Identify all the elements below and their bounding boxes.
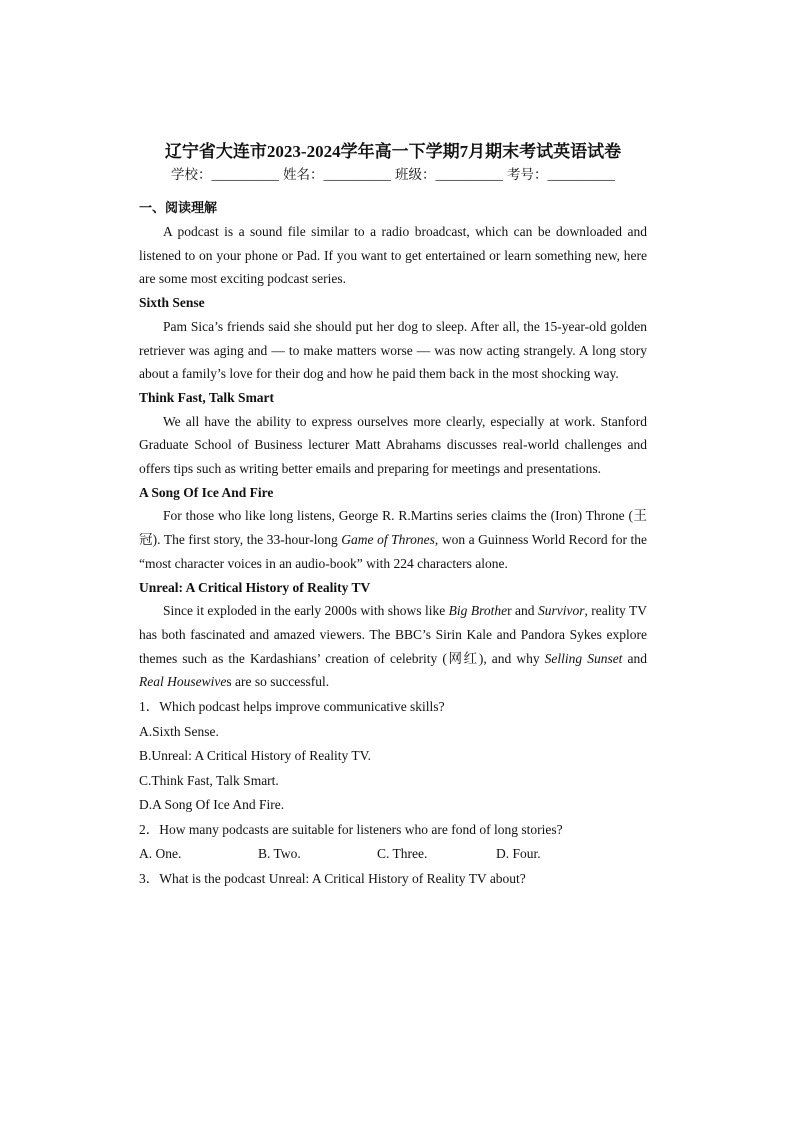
podcast-title-sixth-sense: Sixth Sense [139, 295, 205, 311]
exam-number-field: 考号：__________ [507, 167, 615, 182]
italic-title: Big Brothe [448, 603, 508, 619]
question-2-options [139, 842, 647, 867]
podcast-title-unreal: Unreal: A Critical History of Reality TV [139, 579, 371, 595]
text-span: , reality TV has both fascinated and amazed viewers. The BBC’s Sirin Kale and Pandora Sykes explore themes such as the Kardashians’ creation of celebrity (网红), and why [139, 603, 647, 666]
podcast-title-song-of-ice: A Song Of Ice And Fire [139, 484, 274, 500]
text-span: and [622, 650, 647, 666]
question-3-stem: 3．What is the podcast Unreal: A Critical History of Reality TV about? [139, 870, 526, 886]
podcast-title-think-fast: Think Fast, Talk Smart [139, 389, 275, 405]
text-span: r and [507, 603, 538, 619]
intro-paragraph: A podcast is a sound file similar to a radio broadcast, which can be downloaded and listened to on your phone or Pad. If you want to get entertained or learn something new, here are some most exciting podcast series. [139, 224, 647, 287]
question-1-option-a: A.Sixth Sense. [139, 723, 219, 739]
student-info-line [139, 164, 647, 186]
italic-title: Survivor [537, 603, 585, 619]
question-2-stem: 2．How many podcasts are suitable for listeners who are fond of long stories? [139, 821, 563, 837]
question-1-option-d: D.A Song Of Ice And Fire. [139, 797, 285, 813]
text-span: Since it exploded in the early 2000s with shows like [163, 603, 449, 619]
podcast-body-sixth-sense: Pam Sica’s friends said she should put her dog to sleep. After all, the 15-year-old golden retriever was aging and — to make matters worse — was now acting strangely. A long story about a family’s love for their dog and how he paid them back in the most shocking way. [139, 318, 647, 382]
exam-page [139, 140, 647, 891]
name-field: 姓名：__________ [283, 167, 391, 182]
podcast-body-think-fast: We all have the ability to express ourselves more clearly, especially at work. Stanford Graduate School of Business lecturer Matt Abrahams discusses real-world challenges and offers tips such as writing better emails and preparing for meetings and presentations. [139, 413, 647, 477]
question-2-option-a: A. One. [139, 846, 182, 862]
question-1-option-c: C.Think Fast, Talk Smart. [139, 772, 279, 788]
question-2-option-c: C. Three. [377, 846, 428, 862]
class-field: 班级：__________ [395, 167, 503, 182]
italic-title: Real Housewive [139, 674, 227, 690]
question-1-stem: 1．Which podcast helps improve communicative skills? [139, 699, 445, 715]
italic-title: Selling Sunset [544, 650, 623, 666]
podcast-body-song-of-ice [139, 504, 647, 575]
question-2-option-d: D. Four. [496, 846, 541, 862]
text-span: s are so successful. [226, 674, 330, 690]
italic-title: Game of Thrones [341, 532, 435, 548]
section-title: 一、阅读理解 [139, 201, 218, 216]
exam-title: 辽宁省大连市2023-2024学年高一下学期7月期末考试英语试卷 [164, 142, 622, 161]
question-2-option-b: B. Two. [258, 846, 301, 862]
text-span: For those who like long listens, George R. R.Martins series claims the (Iron) Throne (王冠). The first story, the 33-hour-long [139, 508, 647, 548]
podcast-body-unreal [139, 599, 647, 694]
question-1-option-b: B.Unreal: A Critical History of Reality TV. [139, 748, 371, 764]
school-field: 学校：__________ [171, 167, 279, 182]
text-span: , won a Guinness World Record for the “most character voices in an audio-book” with 224 characters alone. [139, 532, 648, 571]
